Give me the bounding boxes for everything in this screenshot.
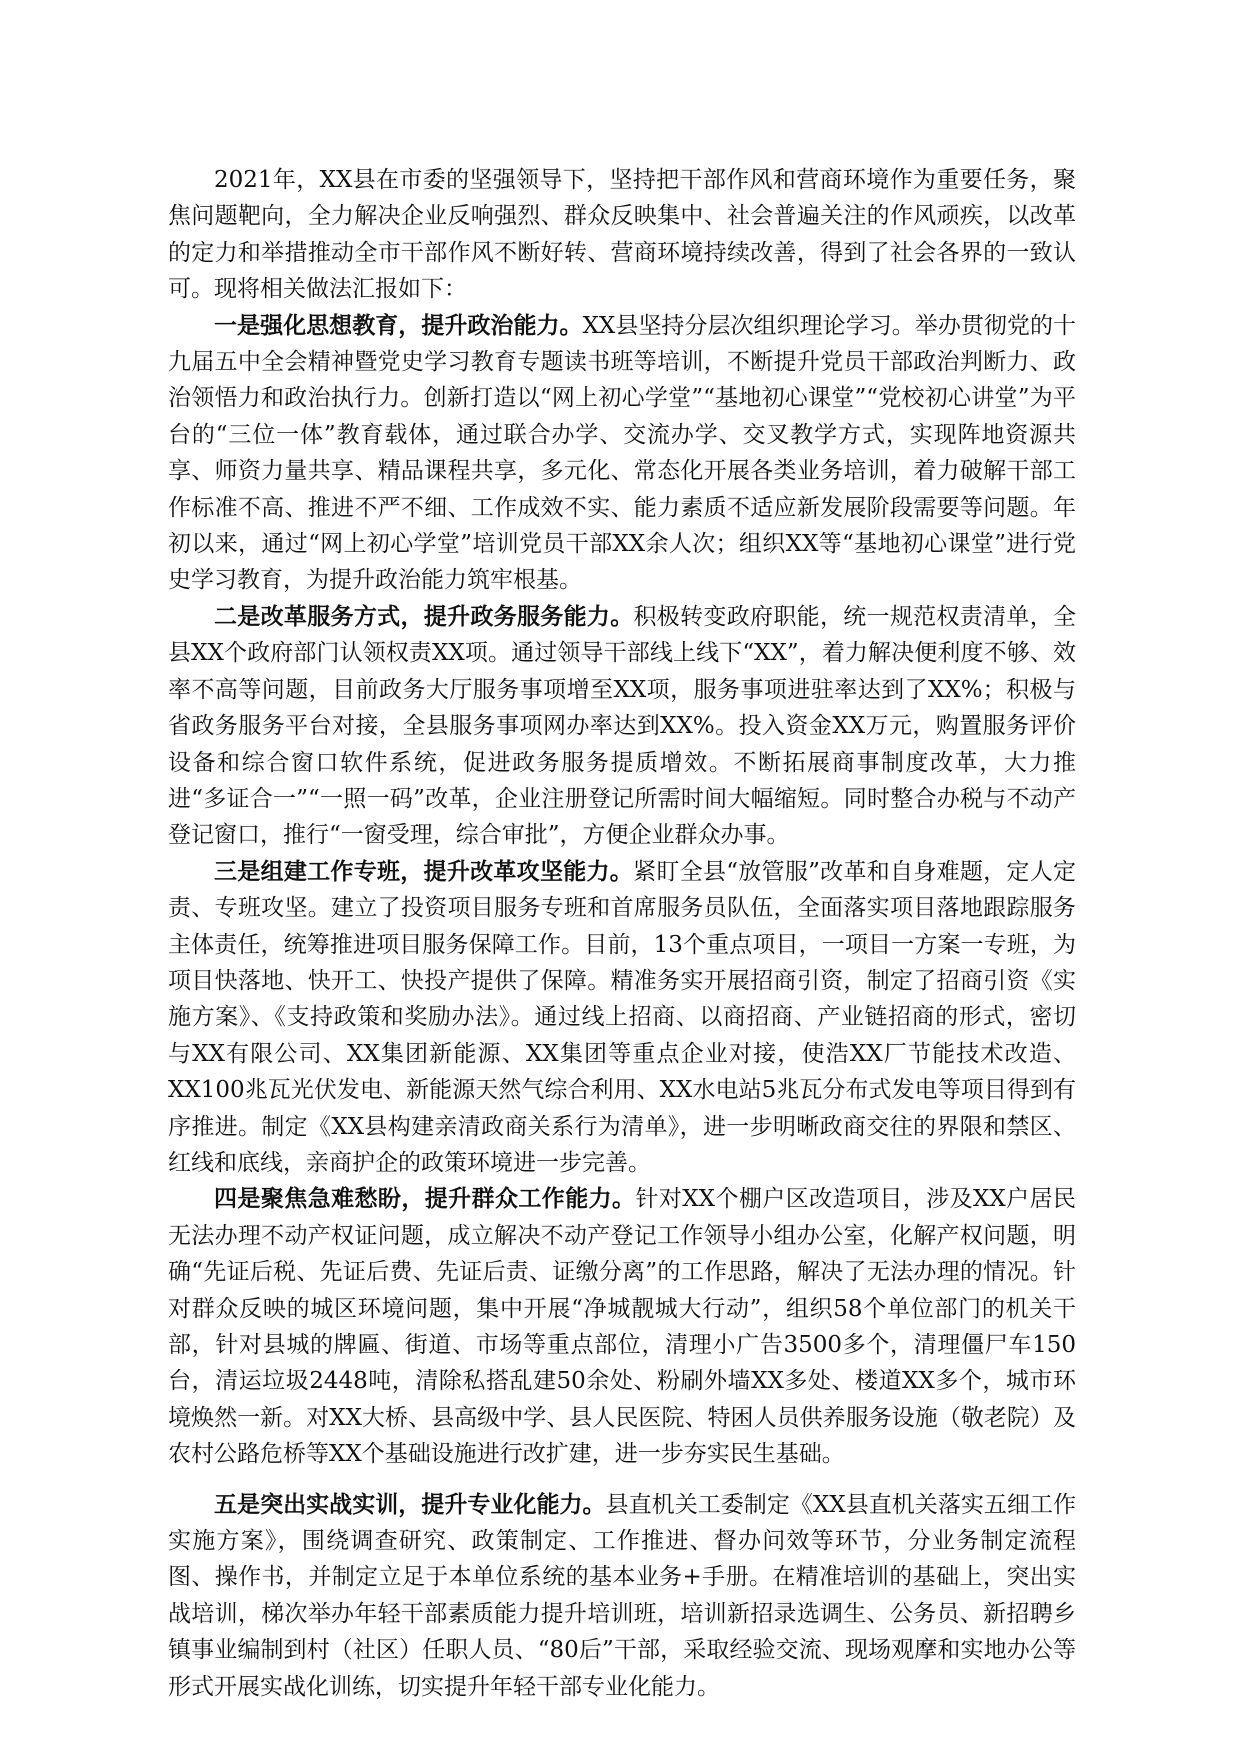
section-paragraph-1 bbox=[168, 308, 1076, 599]
section-heading-4: 四是聚焦急难愁盼，提升群众工作能力。 bbox=[214, 1185, 636, 1213]
section-paragraph-5 bbox=[168, 1487, 1076, 1705]
section-body-4: 针对XX个棚户区改造项目，涉及XX户居民无法办理不动产权证问题，成立解决不动产登记工作领导小组办公室，化解产权问题，明确“先证后税、先证后费、先证后责、证缴分离”的工作思路，解决了无法办理的情况。针对群众反映的城区环境问题，集中开展“净城靓城大行动”，组织58个单位部门的机关干部，针对县城的牌匾、街道、市场等重点部位，清理小广告3500多个，清理僵尸车150台，清运垃圾2448吨，清除私搭乱建50余处、粉刷外墙XX多处、楼道XX多个，城市环境焕然一新。对XX大桥、县高级中学、县人民医院、特困人员供养服务设施（敬老院）及农村公路危桥等XX个基础设施进行改扩建，进一步夯实民生基础。 bbox=[168, 1186, 1077, 1468]
section-body-3: 紧盯全县“放管服”改革和自身难题，定人定责、专班攻坚。建立了投资项目服务专班和首席服务员队伍，全面落实项目落地跟踪服务主体责任，统筹推进项目服务保障工作。目前，13个重点项目，一项目一方案一专班，为项目快落地、快开工、快投产提供了保障。精准务实开展招商引资，制定了招商引资《实施方案》、《支持政策和奖励办法》。通过线上招商、以商招商、产业链招商的形式，密切与XX有限公司、XX集团新能源、XX集团等重点企业对接，使浩XX厂节能技术改造、XX100兆瓦光伏发电、新能源天然气综合利用、XX水电站5兆瓦分布式发电等项目得到有序推进。制定《XX县构建亲清政商关系行为清单》，进一步明晰政商交往的界限和禁区、红线和底线，亲商护企的政策环境进一步完善。 bbox=[168, 858, 1076, 1176]
section-paragraph-2 bbox=[168, 599, 1076, 854]
section-body-5: 县直机关工委制定《XX县直机关落实五细工作实施方案》，围绕调查研究、政策制定、工作推进、督办问效等环节，分业务制定流程图、操作书，并制定立足于本单位系统的基本业务+手册。在精准培训的基础上，突出实战培训，梯次举办年轻干部素质能力提升培训班，培训新招录选调生、公务员、新招聘乡镇事业编制到村（社区）任职人员、“80后”干部，采取经验交流、现场观摩和实地办公等形式开展实战化训练，切实提升年轻干部专业化能力。 bbox=[168, 1491, 1077, 1700]
intro-paragraph: 2021年，XX县在市委的坚强领导下，坚持把干部作风和营商环境作为重要任务，聚焦问题靶向，全力解决企业反响强烈、群众反映集中、社会普遍关注的作风顽疾，以改革的定力和举措推动全市干部作风不断好转、营商环境持续改善，得到了社会各界的一致认可。现将相关做法汇报如下： bbox=[168, 167, 1076, 303]
section-body-1: XX县坚持分层次组织理论学习。举办贯彻党的十九届五中全会精神暨党史学习教育专题读书班等培训，不断提升党员干部政治判断力、政治领悟力和政治执行力。创新打造以“网上初心学堂”“基地初心课堂”“党校初心讲堂”为平台的“三位一体”教育载体，通过联合办学、交流办学、交叉教学方式，实现阵地资源共享、师资力量共享、精品课程共享，多元化、常态化开展各类业务培训，着力破解干部工作标准不高、推进不严不细、工作成效不实、能力素质不适应新发展阶段需要等问题。年初以来，通过“网上初心学堂”培训党员干部XX余人次；组织XX等“基地初心课堂”进行党史学习教育，为提升政治能力筑牢根基。 bbox=[168, 312, 1077, 594]
section-heading-1: 一是强化思想教育，提升政治能力。 bbox=[214, 311, 583, 339]
section-paragraph-3 bbox=[168, 854, 1076, 1182]
section-heading-3: 三是组建工作专班，提升改革攻坚能力。 bbox=[214, 857, 634, 885]
section-heading-5: 五是突出实战实训，提升专业化能力。 bbox=[214, 1490, 606, 1518]
section-paragraph-4 bbox=[168, 1181, 1076, 1472]
section-heading-2: 二是改革服务方式，提升政务服务能力。 bbox=[214, 602, 634, 630]
section-body-2: 积极转变政府职能，统一规范权责清单，全县XX个政府部门认领权责XX项。通过领导干部线上线下“XX”，着力解决便利度不够、效率不高等问题，目前政务大厅服务事项增至XX项，服务事项进驻率达到了XX%；积极与省政务服务平台对接，全县服务事项网办率达到XX%。投入资金XX万元，购置服务评价设备和综合窗口软件系统，促进政务服务提质增效。不断拓展商事制度改革，大力推进“多证合一”“一照一码”改革，企业注册登记所需时间大幅缩短。同时整合办税与不动产登记窗口，推行“一窗受理，综合审批”，方便企业群众办事。 bbox=[168, 603, 1077, 849]
document-body bbox=[168, 162, 1076, 1705]
